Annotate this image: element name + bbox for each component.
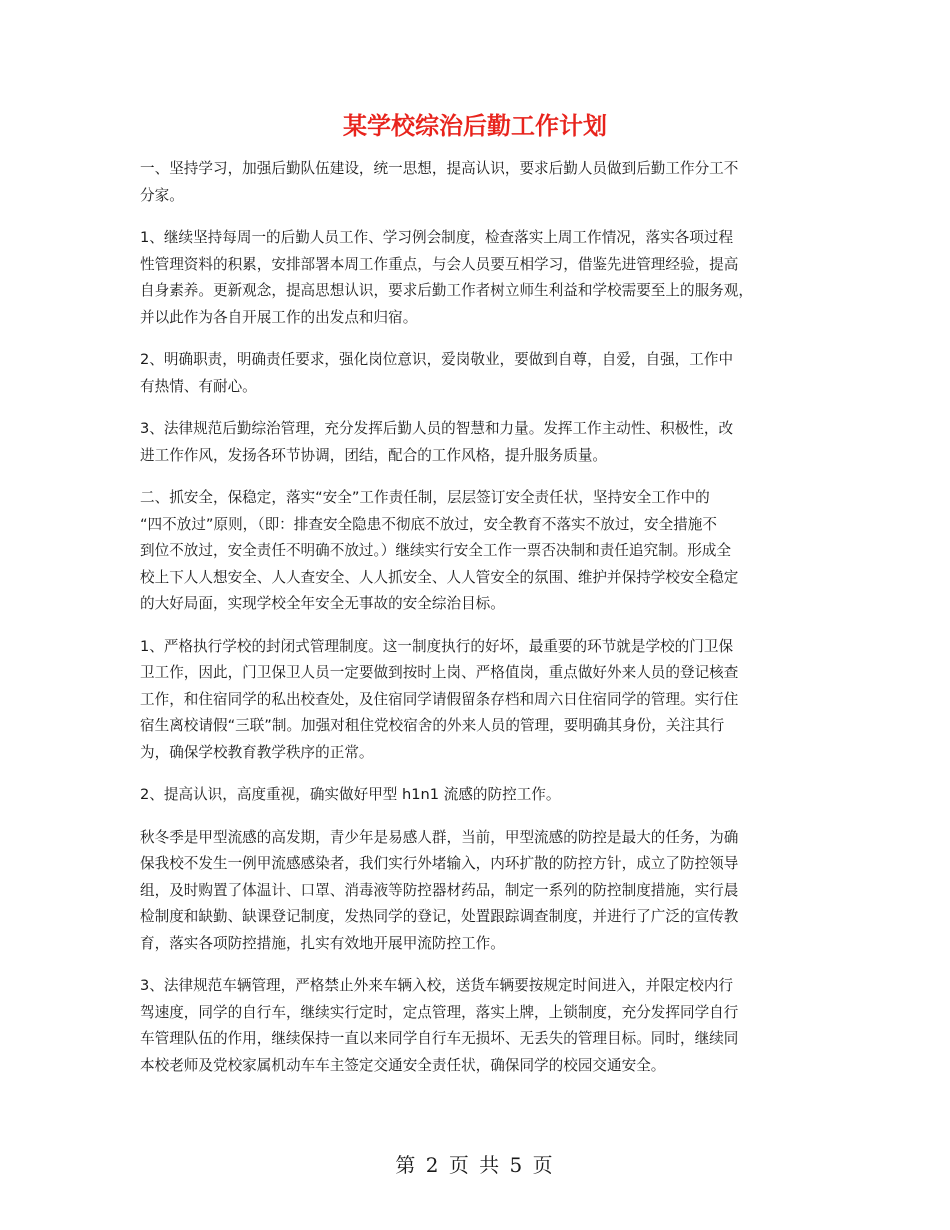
paragraph-line: 本校老师及党校家属机动车车主签定交通安全责任状，确保同学的校园交通安全。 bbox=[140, 1056, 666, 1074]
paragraph-line: 保我校不发生一例甲流感感染者，我们实行外堵输入，内环扩散的防控方针，成立了防控领导 bbox=[140, 855, 739, 872]
paragraph-line: 性管理资料的积累，安排部署本周工作重点，与会人员要互相学习，借鉴先进管理经验，提高 bbox=[140, 255, 739, 273]
paragraph-line: “四不放过”原则，（即：排查安全隐患不彻底不放过，安全教育不落实不放过，安全措施不 bbox=[140, 515, 717, 533]
document-title: 某学校综治后勤工作计划 bbox=[343, 112, 607, 140]
paragraph bbox=[140, 156, 820, 209]
paragraph-line: 的大好局面，实现学校全年安全无事故的安全综治目标。 bbox=[140, 595, 505, 612]
paragraph-line: 校上下人人想安全、人人查安全、人人抓安全、人人管安全的氛围、维护并保持学校安全稳定 bbox=[140, 568, 739, 586]
paragraph-line: 2、明确职责，明确责任要求，强化岗位意识，爱岗敬业，要做到自尊，自爱，自强，工作中 bbox=[140, 351, 734, 368]
paragraph bbox=[140, 782, 820, 809]
paragraph-line: 3、法律规范后勤综治管理，充分发挥后勤人员的智慧和力量。发挥工作主动性、积极性，改 bbox=[140, 420, 734, 437]
paragraph-line: 育，落实各项防控措施，扎实有效地开展甲流防控工作。 bbox=[140, 934, 505, 952]
paragraph-line: 二、抓安全，保稳定，落实“安全”工作责任制，层层签订安全责任状，坚持安全工作中的 bbox=[140, 489, 710, 506]
paragraph bbox=[140, 225, 820, 331]
paragraph-line: 秋冬季是甲型流感的高发期，青少年是易感人群，当前，甲型流感的防控是最大的任务，为确 bbox=[140, 828, 739, 846]
paragraph-line: 为，确保学校教育教学秩序的正常。 bbox=[140, 743, 374, 761]
paragraph-line: 检制度和缺勤、缺课登记制度，发热同学的登记，处置跟踪调查制度，并进行了广泛的宣传教 bbox=[140, 908, 739, 925]
paragraph bbox=[140, 416, 820, 469]
paragraph-line: 分家。 bbox=[140, 186, 184, 204]
paragraph-line: 到位不放过，安全责任不明确不放过。）继续实行安全工作一票否决制和责任追究制。形成全 bbox=[140, 542, 732, 559]
paragraph-line: 1、继续坚持每周一的后勤人员工作、学习例会制度，检查落实上周工作情况，落实各项过程 bbox=[140, 229, 734, 246]
paragraph-line: 车管理队伍的作用，继续保持一直以来同学自行车无损坏、无丢失的管理目标。同时，继续同 bbox=[140, 1030, 739, 1047]
page-number-footer: 第 2 页 共 5 页 bbox=[395, 1153, 555, 1177]
paragraph bbox=[140, 973, 820, 1079]
paragraph-line: 并以此作为各自开展工作的出发点和归宿。 bbox=[140, 308, 418, 326]
paragraph-line: 工作，和住宿同学的私出校查处，及住宿同学请假留条存档和周六日住宿同学的管理。实行住 bbox=[140, 690, 739, 708]
paragraph-line: 有热情、有耐心。 bbox=[140, 377, 257, 395]
paragraph bbox=[140, 634, 820, 767]
paragraph-line: 1、严格执行学校的封闭式管理制度。这一制度执行的好坏，最重要的环节就是学校的门卫保 bbox=[140, 637, 734, 655]
paragraph-line: 进工作作风，发扬各环节协调，团结，配合的工作风格，提升服务质量。 bbox=[140, 446, 608, 464]
paragraph bbox=[140, 825, 820, 958]
paragraph-line: 一、坚持学习，加强后勤队伍建设，统一思想，提高认识，要求后勤人员做到后勤工作分工不 bbox=[140, 160, 739, 177]
paragraph-line: 宿生离校请假“三联”制。加强对租住党校宿舍的外来人员的管理，要明确其身份，关注其行 bbox=[140, 717, 725, 734]
paragraph bbox=[140, 347, 820, 400]
document-body bbox=[140, 156, 820, 1095]
paragraph-line: 组，及时购置了体温计、口罩、消毒液等防控器材药品，制定一系列的防控制度措施，实行晨 bbox=[140, 881, 739, 899]
paragraph-line: 自身素养。更新观念，提高思想认识，要求后勤工作者树立师生利益和学校需要至上的服务观， bbox=[140, 282, 753, 299]
paragraph-line: 3、法律规范车辆管理，严格禁止外来车辆入校，送货车辆要按规定时间进入，并限定校内行 bbox=[140, 977, 734, 994]
paragraph-line: 驾速度，同学的自行车，继续实行定时，定点管理，落实上牌，上锁制度，充分发挥同学自行 bbox=[140, 1003, 739, 1021]
paragraph bbox=[140, 485, 820, 618]
paragraph-line: 2、提高认识，高度重视，确实做好甲型 h1n1 流感的防控工作。 bbox=[140, 786, 561, 803]
paragraph-line: 卫工作，因此，门卫保卫人员一定要做到按时上岗、严格值岗，重点做好外来人员的登记核查 bbox=[140, 664, 739, 681]
